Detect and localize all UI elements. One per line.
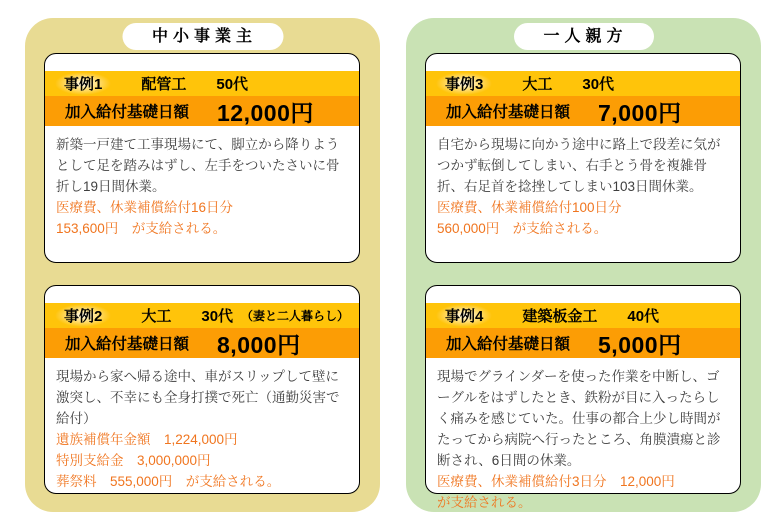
case-header-band: [426, 303, 740, 328]
benefit-lines: [45, 197, 359, 239]
case-description: 現場でグラインダーを使った作業を中断し、ゴーグルをはずしたとき、鉄粉が目に入ったらしく痛みを感じていた。仕事の都合上少し時間がたってから病院へ行ったところ、角膜潰瘍と診断され、6日間の休業。: [437, 369, 721, 468]
benefit-line: 医療費、休業補償給付3日分 12,000円: [437, 474, 675, 489]
panel-title-one-person-contractors: 一人親方: [513, 23, 653, 50]
age-label: 30代: [582, 76, 615, 93]
benefit-lines: [426, 197, 740, 239]
case-header-band: [426, 71, 740, 96]
case-number-label: 事例1: [55, 72, 111, 95]
base-daily-amount-label: 加入給付基礎日額: [65, 104, 190, 121]
benefit-line: 葬祭料 555,000円 が支給される。: [56, 474, 281, 489]
base-daily-amount-value: 5,000円: [598, 331, 682, 358]
occupation-label: 大工: [522, 76, 553, 93]
base-amount-band: [45, 96, 359, 126]
case-number-label: 事例3: [436, 72, 492, 95]
occupation-label: 建築板金工: [522, 308, 598, 325]
base-amount-band: [426, 328, 740, 358]
base-amount-band: [426, 96, 740, 126]
base-daily-amount-label: 加入給付基礎日額: [446, 104, 571, 121]
case-card-1: [44, 53, 360, 263]
case-number-label: 事例2: [55, 304, 111, 327]
case-header-band: [45, 71, 359, 96]
benefit-line: 医療費、休業補償給付16日分: [56, 200, 234, 215]
age-label: 40代: [627, 308, 660, 325]
case-description: 新築一戸建て工事現場にて、脚立から降りようとして足を踏みはずし、左手をついたさいに骨折し19日間休業。: [56, 137, 340, 194]
benefit-line: 特別支給金 3,000,000円: [56, 453, 211, 468]
age-note: （妻と二人暮らし）: [241, 309, 350, 323]
case-header-band: [45, 303, 359, 328]
case-card-3: [425, 53, 741, 263]
benefit-line: が支給される。: [437, 495, 532, 510]
base-daily-amount-value: 8,000円: [217, 331, 301, 358]
occupation-label: 配管工: [141, 76, 187, 93]
base-daily-amount-value: 12,000円: [217, 99, 314, 126]
base-amount-band: [45, 328, 359, 358]
occupation-label: 大工: [141, 308, 172, 325]
base-daily-amount-label: 加入給付基礎日額: [446, 336, 571, 353]
panel-one-person-contractors: [406, 18, 761, 512]
case-number-label: 事例4: [436, 304, 492, 327]
panel-title-small-business-owners: 中小事業主: [122, 23, 283, 50]
benefit-line: 560,000円 が支給される。: [437, 221, 608, 236]
benefit-lines: [426, 471, 740, 513]
benefit-line: 医療費、休業補償給付100日分: [437, 200, 622, 215]
base-daily-amount-label: 加入給付基礎日額: [65, 336, 190, 353]
case-card-4: [425, 285, 741, 510]
case-description: 現場から家へ帰る途中、車がスリップして壁に激突し、不幸にも全身打撲で死亡（通勤災害で給付）: [56, 369, 340, 426]
benefit-line: 153,600円 が支給される。: [56, 221, 227, 236]
case-description: 自宅から現場に向かう途中に路上で段差に気がつかず転倒してしまい、右手とう骨を複雑骨折、右足首を捻挫してしまい103日間休業。: [437, 137, 721, 194]
panel-small-business-owners: [25, 18, 380, 512]
case-card-2: [44, 285, 360, 494]
benefit-lines: [45, 429, 359, 492]
age-label: 50代: [216, 76, 249, 93]
age-label: 30代: [201, 308, 234, 325]
base-daily-amount-value: 7,000円: [598, 99, 682, 126]
benefit-line: 遺族補償年金額 1,224,000円: [56, 432, 238, 447]
